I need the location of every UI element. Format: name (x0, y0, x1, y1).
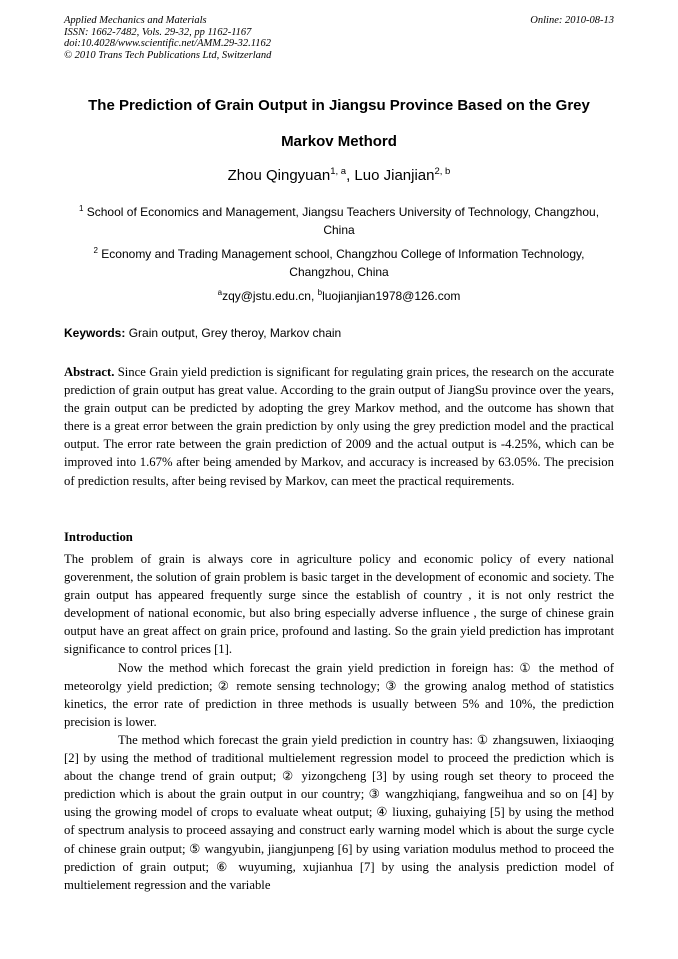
journal-issn: ISSN: 1662-7482, Vols. 29-32, pp 1162-1167 (64, 26, 252, 38)
journal-name: Applied Mechanics and Materials (64, 15, 207, 26)
section-heading-introduction: Introduction (64, 530, 133, 544)
affiliation-1-mark: 1 (78, 204, 84, 213)
keywords (64, 324, 614, 342)
affiliation-2-mark: 2 (93, 246, 98, 255)
journal-doi: doi:10.4028/www.scientific.net/AMM.29-32.1162 (64, 38, 271, 49)
paper-title-line1: The Prediction of Grain Output in Jiangsu Province Based on the Grey (88, 97, 590, 114)
abstract (64, 363, 614, 490)
affiliation-1 (70, 203, 608, 239)
email-b: luojianjian1978@126.com (322, 289, 461, 303)
abstract-label: Abstract. (64, 365, 115, 379)
affiliation-2-text: Economy and Trading Management school, Changzhou College of Information Technology, Changzhou, China (97, 247, 585, 279)
affiliation-2 (70, 245, 608, 281)
abstract-text: Since Grain yield prediction is significant for regulating grain prices, the research on the accurate prediction of grain output has great value. According to the grain output of JiangSu province over the years, the grain output can be predicted by adopting the grey Markov method, and the outcome has shown that there is a great error between the grain prediction by only using the grey prediction model and the practical output. The error rate between the grain prediction of 2009 and the actual output is -4.25%, which can be improved into 1.67% after being amended by Markov, and accuracy is increased by 63.05%. The precision of prediction results, after being revised by Markov, can meet the practical requirements. (64, 365, 614, 488)
email-a: zqy@jstu.edu.cn, (222, 289, 318, 303)
author-1-affil-mark: 1, a (330, 166, 347, 177)
keywords-label: Keywords: (64, 326, 126, 340)
author-2: Luo Jianjian (354, 167, 435, 184)
online-date: Online: 2010-08-13 (530, 15, 614, 26)
affiliation-1-text: School of Economics and Management, Jiangsu Teachers University of Technology, Changzhou, China (83, 205, 600, 237)
journal-header (64, 15, 271, 61)
author-emails (40, 287, 638, 305)
author-2-affil-mark: 2, b (434, 166, 451, 177)
intro-paragraph-2: Now the method which forecast the grain yield prediction in foreign has: ① the method of meteorolgy yield prediction; ② remote sensing technology; ③ the growing analog method of statistics kinetics, the error rate of prediction in three methods is usually between 5% and 10%, the prediction precision is lower. (64, 660, 614, 729)
paper-title-line2: Markov Methord (281, 133, 397, 150)
introduction-body (64, 550, 614, 894)
journal-copyright: © 2010 Trans Tech Publications Ltd, Switzerland (64, 49, 272, 61)
author-1: Zhou Qingyuan (227, 167, 331, 184)
paper-title (40, 88, 638, 160)
intro-paragraph-1: The problem of grain is always core in agriculture policy and economic policy of every national goverenment, the solution of grain problem is basic target in the development of economic and society. The grain output has appeared frequently surge since the establish of country , it is not only restrict the development of national economic, but also bring especially adverse influence , the surge of chinese grain output have an great affect on grain price, profound and lasting. So the grain yield prediction has improtant significance to control prices [1]. (64, 552, 614, 657)
keywords-text: Grain output, Grey theroy, Markov chain (125, 326, 342, 340)
author-separator: , (346, 167, 355, 184)
intro-paragraph-3: The method which forecast the grain yield prediction in country has: ① zhangsuwen, lixiaoqing [2] by using the method of traditional multielement regression model to proceed the prediction which is about the change trend of grain output; ② yizongcheng [3] by using rough set theory to proceed the prediction which is about the grain output in our country; ③ wangzhiqiang, fangweihua and so on [4] by using the growing model of crops to evaluate wheat output; ④ liuxing, guhaiying [5] by using the method of spectrum analysis to proceed assaying and construct early warning model which is about the surge cycle of chinese grain output; ⑤ wangyubin, jiangjunpeng [6] by using variation modulus method to proceed the prediction of grain output; ⑥ wuyuming, xujianhua [7] by using the analysis prediction model of multielement regression and the variable (64, 732, 614, 892)
email-b-mark: b (317, 288, 323, 297)
author-list (40, 166, 638, 186)
email-a-mark: a (217, 288, 223, 297)
